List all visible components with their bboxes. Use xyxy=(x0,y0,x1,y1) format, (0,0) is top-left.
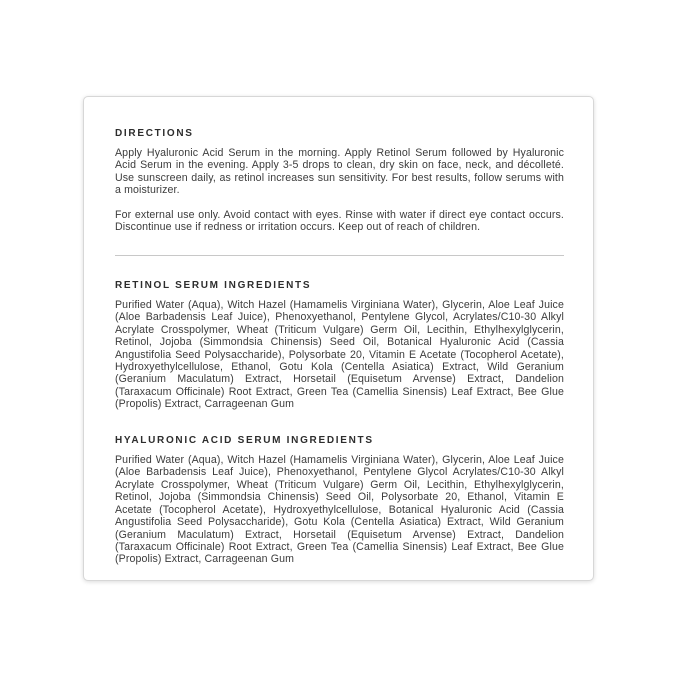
directions-warning-paragraph: For external use only. Avoid contact with eyes. Rinse with water if direct eye contact occurs. Discontinue use if redness or irritation occurs. Keep out of reach of children. xyxy=(115,208,564,234)
retinol-ingredients-heading: RETINOL SERUM INGREDIENTS xyxy=(115,279,312,291)
retinol-ingredients-list: Purified Water (Aqua), Witch Hazel (Hamamelis Virginiana Water), Glycerin, Aloe Leaf Juice (Aloe Barbadensis Leaf Juice), Phenoxyethanol, Pentylene Glycol, Acrylates/C10-30 Alkyl Acrylate Crosspolymer, Wheat (Triticum Vulgare) Germ Oil, Lecithin, Ethylhexylglycerin, Retinol, Jojoba (Simmondsia Chinensis) Seed Oil, Botanical Hyaluronic Acid (Cassia Angustifolia Seed Polysaccharide), Polysorbate 20, Vitamin E Acetate (Tocopherol Acetate), Hydroxyethylcellulose, Ethanol, Gotu Kola (Centella Asiatica) Extract, Wild Geranium (Geranium Maculatum) Extract, Horsetail (Equisetum Arvense) Extract, Dandelion (Taraxacum Officinale) Root Extract, Green Tea (Camellia Sinensis) Leaf Extract, Bee Glue (Propolis) Extract, Carrageenan Gum xyxy=(115,298,564,411)
section-divider xyxy=(115,255,564,256)
retinol-ingredients-section xyxy=(115,280,564,411)
directions-heading: DIRECTIONS xyxy=(115,128,194,139)
directions-usage-paragraph: Apply Hyaluronic Acid Serum in the morning. Apply Retinol Serum followed by Hyaluronic Acid Serum in the evening. Apply 3-5 drops to clean, dry skin on face, neck, and décolleté. Use sunscreen daily, as retinol increases sun sensitivity. For best results, follow serums with a moisturizer. xyxy=(115,147,564,197)
hyaluronic-ingredients-list: Purified Water (Aqua), Witch Hazel (Hamamelis Virginiana Water), Glycerin, Aloe Leaf Juice (Aloe Barbadensis Leaf Juice), Phenoxyethanol, Pentylene Glycol Acrylates/C10-30 Alkyl Acrylate Crosspolymer, Wheat (Triticum Vulgare) Germ Oil, Lecithin, Ethylhexylglycerin, Retinol, Jojoba (Simmondsia Chinensis) Seed Oil, Polysorbate 20, Ethanol, Vitamin E Acetate (Tocopherol Acetate), Hydroxyethylcellulose, Botanical Hyaluronic Acid (Cassia Angustifolia Seed Polysaccharide), Gotu Kola (Centella Asiatica) Extract, Wild Geranium (Geranium Maculatum) Extract, Horsetail (Equisetum Arvense) Extract, Dandelion (Taraxacum Officinale) Root Extract, Green Tea (Camellia Sinensis) Leaf Extract, Bee Glue (Propolis) Extract, Carrageenan Gum xyxy=(115,453,564,566)
hyaluronic-ingredients-heading: HYALURONIC ACID SERUM INGREDIENTS xyxy=(115,434,374,446)
product-label-card xyxy=(83,96,594,581)
hyaluronic-ingredients-section xyxy=(115,435,564,566)
directions-section xyxy=(115,128,564,234)
